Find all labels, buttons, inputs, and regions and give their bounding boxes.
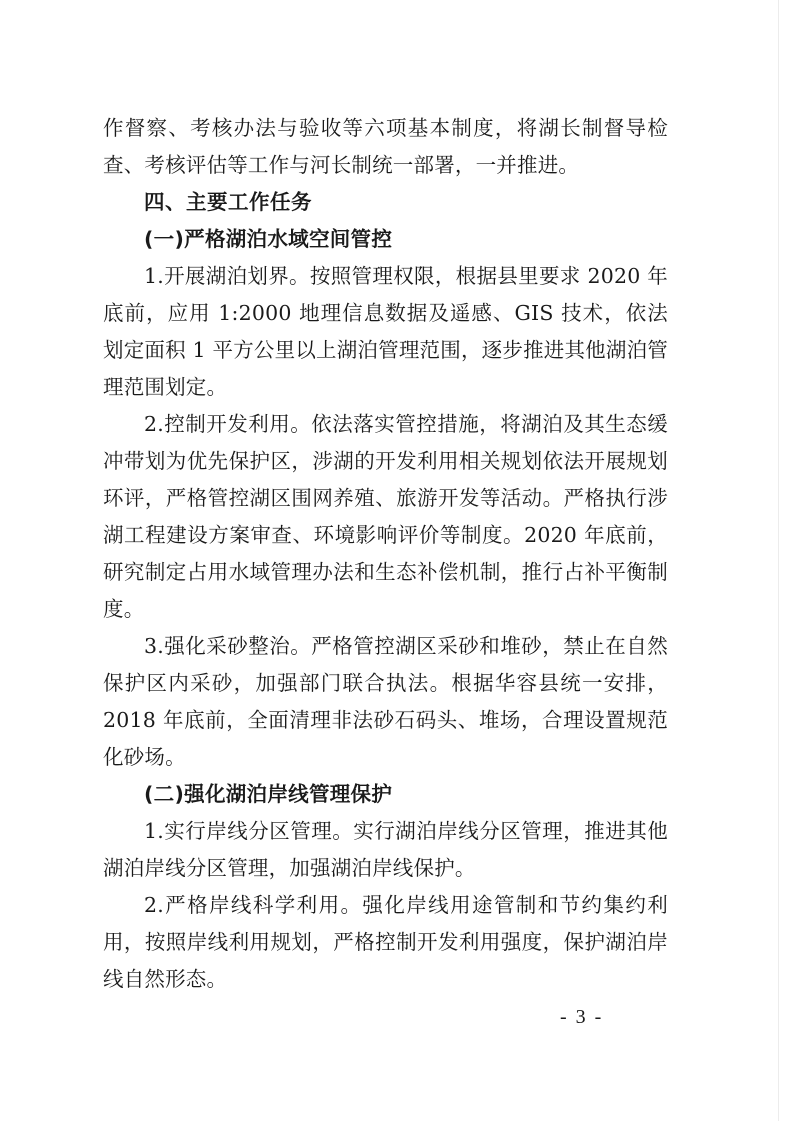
document-body	[103, 110, 668, 998]
paragraph-continuation: 作督察、考核办法与验收等六项基本制度，将湖长制督导检查、考核评估等工作与河长制统一部署，一并推进。	[103, 116, 668, 177]
paragraph: 3.强化采砂整治。严格管控湖区采砂和堆砂，禁止在自然保护区内采砂，加强部门联合执法。根据华容县统一安排，2018 年底前，全面清理非法砂石码头、堆场，合理设置规范化砂场。	[103, 634, 668, 769]
paragraph: 1.开展湖泊划界。按照管理权限，根据县里要求 2020 年底前，应用 1:2000 地理信息数据及遥感、GIS 技术，依法划定面积 1 平方公里以上湖泊管理范围，逐步推进其他湖泊管理范围划定。	[103, 264, 668, 399]
subsection-heading: (一)严格湖泊水域空间管控	[144, 227, 393, 251]
page-number: - 3 -	[560, 1006, 604, 1028]
paragraph: 1.实行岸线分区管理。实行湖泊岸线分区管理，推进其他湖泊岸线分区管理，加强湖泊岸线保护。	[103, 819, 668, 880]
paragraph: 2.严格岸线科学利用。强化岸线用途管制和节约集约利用，按照岸线利用规划，严格控制开发利用强度，保护湖泊岸线自然形态。	[103, 893, 668, 991]
scan-edge-line	[778, 0, 779, 1121]
subsection-heading: (二)强化湖泊岸线管理保护	[144, 782, 393, 806]
section-heading: 四、主要工作任务	[144, 190, 312, 214]
paragraph: 2.控制开发利用。依法落实管控措施，将湖泊及其生态缓冲带划为优先保护区，涉湖的开发利用相关规划依法开展规划环评，严格管控湖区围网养殖、旅游开发等活动。严格执行涉湖工程建设方案审查、环境影响评价等制度。2020 年底前，研究制定占用水域管理办法和生态补偿机制，推行占补平衡制度。	[103, 412, 668, 621]
